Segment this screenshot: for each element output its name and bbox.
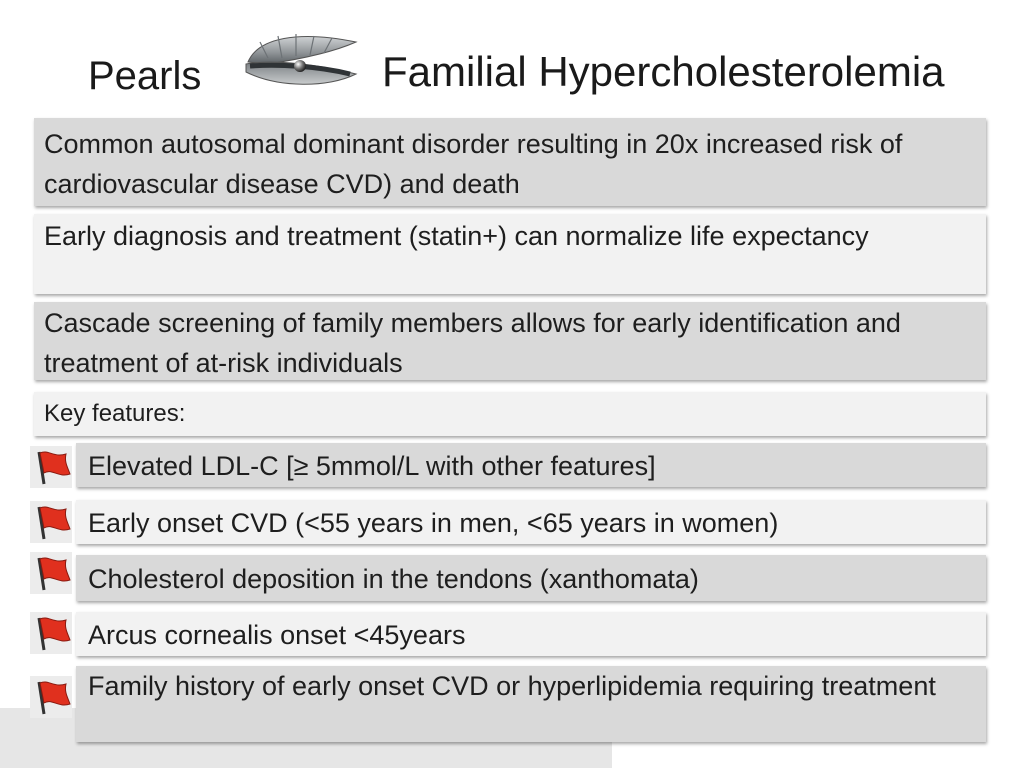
pearl-text: Cascade screening of family members allows for early identification and treatment of at-risk individuals (44, 308, 901, 378)
key-features-heading (34, 392, 986, 436)
slide-title: Familial Hypercholesterolemia (382, 48, 945, 95)
key-features-label: Key features: (44, 400, 186, 427)
feature-text: Elevated LDL-C [≥ 5mmol/L with other features] (88, 451, 656, 481)
red-flag-icon (30, 552, 72, 594)
feature-item (76, 555, 986, 601)
feature-item (76, 612, 986, 656)
pearl-text: Early diagnosis and treatment (statin+) can normalize life expectancy (44, 221, 869, 251)
red-flag-icon (30, 501, 72, 543)
oyster-pearl-icon (238, 28, 362, 94)
feature-item (76, 666, 986, 742)
pearl-text: Common autosomal dominant disorder resulting in 20x increased risk of cardiovascular disease CVD) and death (44, 129, 903, 199)
feature-text: Arcus cornealis onset <45years (88, 620, 466, 650)
feature-text: Cholesterol deposition in the tendons (xanthomata) (88, 564, 699, 594)
feature-item (76, 500, 986, 544)
feature-text: Early onset CVD (<55 years in men, <65 years in women) (88, 508, 779, 538)
red-flag-icon (30, 676, 72, 718)
feature-item (76, 443, 986, 487)
pearls-label: Pearls (88, 54, 202, 98)
pearl-box-3 (34, 302, 986, 380)
feature-text: Family history of early onset CVD or hyperlipidemia requiring treatment (88, 671, 936, 701)
pearl-box-2 (34, 214, 986, 294)
red-flag-icon (30, 612, 72, 654)
pearl-box-1 (34, 118, 986, 206)
red-flag-icon (30, 446, 72, 488)
